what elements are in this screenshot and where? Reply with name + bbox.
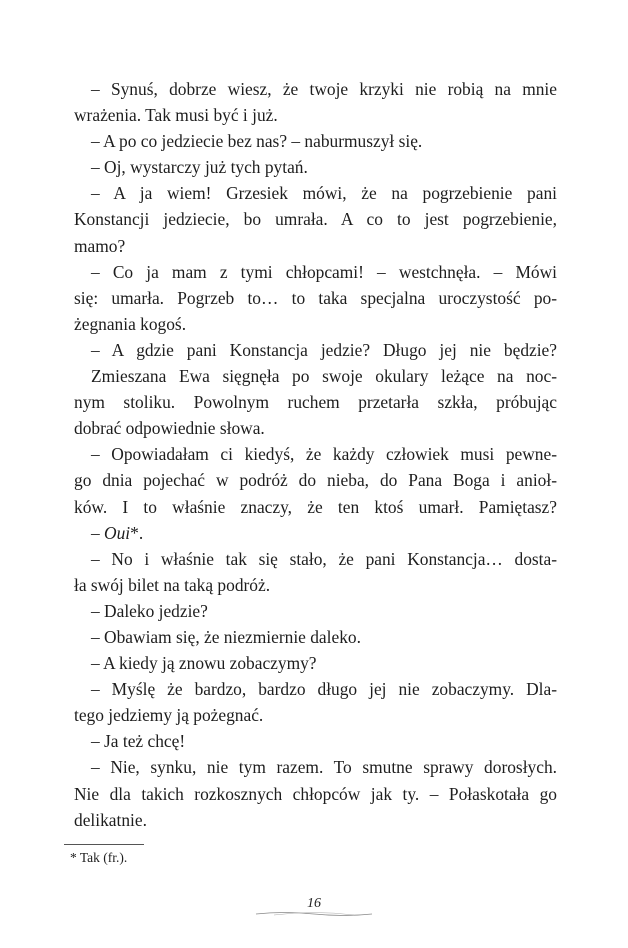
text-line: żegnania kogoś. [74,313,187,334]
text-line: – A gdzie pani Konstancja jedzie? Długo jej nie będzie? [91,339,557,360]
text-line: ków. I to właśnie znaczy, że ten ktoś umarł. Pamiętasz? [74,496,557,517]
text-line: mamo? [74,235,126,256]
text-line: – A ja wiem! Grzesiek mówi, że na pogrzebienie pani [91,183,557,204]
text-line: dobrać odpowiednie słowa. [74,418,265,439]
text-line [74,520,557,546]
text-line: tego jedziemy ją pożegnać. [74,705,264,726]
text-line: – Myślę że bardzo, bardzo długo jej nie zobaczymy. Dla- [91,679,557,700]
text-segment: – [91,522,105,543]
text-line: – Oj, wystarczy już tych pytań. [91,157,308,178]
text-line: – Daleko jedzie? [91,600,208,621]
text-segment: *. [130,522,144,543]
italic-word: Oui [104,522,131,543]
text-line: – Synuś, dobrze wiesz, że twoje krzyki nie robią na mnie [91,79,557,99]
text-line: delikatnie. [74,809,147,830]
text-line: ła swój bilet na taką podróż. [74,574,271,595]
text-line: – Ja też chcę! [91,731,186,752]
text-line: – A po co jedziecie bez nas? – naburmuszył się. [91,131,423,152]
footnote-divider [64,844,144,845]
text-line: – No i właśnie tak się stało, że pani Konstancja… dosta- [91,548,557,569]
text-line: wrażenia. Tak musi być i już. [74,105,278,126]
page-number-ornament [254,909,374,919]
text-line: – Co ja mam z tymi chłopcami! – westchnęła. – Mówi [91,261,557,282]
footnote: * Tak (fr.). [70,850,128,865]
body-text [74,76,557,833]
text-line: – A kiedy ją znowu zobaczymy? [91,653,317,674]
text-line: – Obawiam się, że niezmiernie daleko. [91,626,361,647]
text-line: Konstancji jedziecie, bo umrała. A co to jest pogrzebienie, [74,209,557,230]
text-line: Nie dla takich rozkosznych chłopców jak ty. – Połaskotała go [74,783,557,804]
text-line: się: umarła. Pogrzeb to… to taka specjalna uroczystość po- [74,287,557,308]
text-line: nym stoliku. Powolnym ruchem przetarła szkła, próbując [74,392,557,413]
text-line: – Nie, synku, nie tym razem. To smutne sprawy dorosłych. [91,757,557,778]
page-number: 16 [307,896,321,911]
text-line: Zmieszana Ewa sięgnęła po swoje okulary leżące na noc- [91,366,557,387]
text-line: go dnia pojechać w podróż do nieba, do Pana Boga i anioł- [74,470,557,491]
text-line: – Opowiadałam ci kiedyś, że każdy człowiek musi pewne- [91,444,557,465]
